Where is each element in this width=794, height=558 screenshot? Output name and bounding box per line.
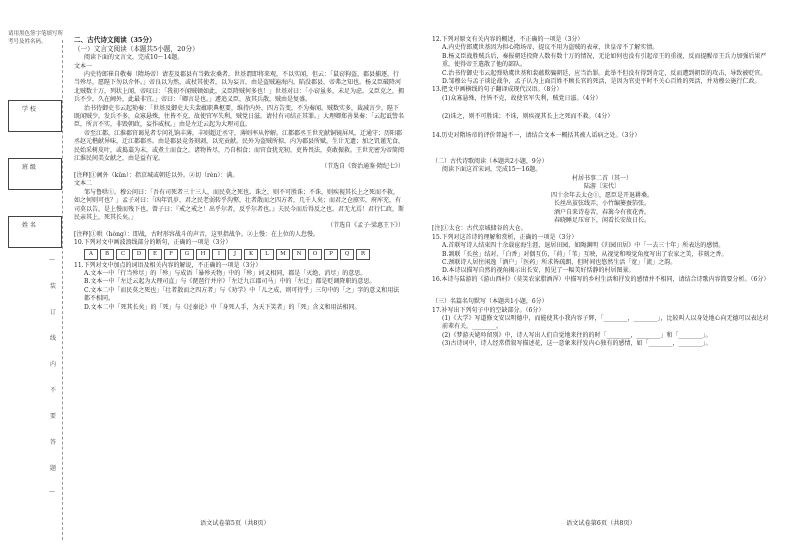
option-d[interactable]: D.邹穆公与孟子谈论战争，孟子认为上面百姓不顾长官的死活，是因为官吏平时不关心百姓的死活，并劝穆公施行仁政。	[442, 78, 761, 86]
translation-item: (1)众寡悬殊，往皆不克，故使官军失利，贼党日滋。（4分）	[442, 94, 602, 102]
answer-space[interactable]	[432, 284, 772, 298]
passage-paragraph: 帝至江都，江淮郡官谒见者专问礼饷丰薄，丰则超迁丞守，薄则率从停解。江都郡丞王世充献铜镜屏风，迁通守；历阳郡丞赵元楷献异味，迁江都郡丞。由是郡县竞务刻剥，以充贡献。民外为盗贼所掠，内为郡县所赋，生计无遗；加之饥谨无食，民始采树皮叶，或捣藁为末，或煮土而食之，诸物皆尽，乃自相食；而官食犹充牣，吏皆畏法，莫敢振救。王世充密为帝简阅江淮民间美女献之，由是益有宠。	[74, 129, 405, 163]
binding-note: 请用黑色签字笔填写所考号及姓名码。	[8, 31, 64, 45]
seal-char: 不	[49, 387, 56, 394]
fill-blank-item[interactable]: (2)《梦游天姥吟留别》中，诗人写出人们自觉地来往的的时「________，________」和「________」。	[442, 331, 712, 339]
seal-char: 线	[49, 335, 56, 342]
letter-option[interactable]: Q	[340, 249, 354, 260]
seal-arrow-up: —	[49, 256, 55, 263]
option-b[interactable]: B.杨义臣战胜贼兵后，奏报朝廷投降人数有数十万的情况，无论如何也没有引起帝王的重视，反而提醒帝王兵力加强后果严重，使得帝王遣散了他的部队。	[442, 52, 767, 69]
class-field[interactable]: 班 级	[8, 158, 62, 190]
section-title: 二、古代诗文阅读（35分）	[74, 36, 156, 44]
poem-note: [注]①太仓：古代京城储谷的大仓。	[432, 225, 527, 233]
page-footer: 语文试卷第5页（共8页）	[200, 520, 270, 527]
school-field[interactable]: 学 校	[8, 100, 62, 132]
question-13: 13.把文中画横线的句子翻译成现代汉语。（8分）	[432, 86, 563, 94]
letter-option[interactable]: F	[164, 249, 178, 260]
letter-option[interactable]: R	[356, 249, 370, 260]
seal-line	[62, 40, 63, 540]
passage-note: [注释]①阃外（kǔn）：指京城或朝廷以外。②切（rèn）：满。	[74, 171, 239, 179]
letter-option[interactable]: G	[180, 249, 194, 260]
binding-strip	[0, 0, 66, 558]
passage-source: （节选自《孟子·梁惠王下》）	[327, 222, 404, 230]
option-b[interactable]: B.文本一中「左迁云起为大理司直」与《琵琶行并序》「左迁九江郡司马」中的「左迁」都是贬调降职的意思。	[84, 278, 376, 286]
subsection-title: （三）名篇名句默写（本题共1小题，6分）	[432, 298, 548, 306]
seal-arrow-down: —	[49, 488, 55, 495]
poem-line: 春晓睡足压帘下，闲看长安故日长。	[553, 216, 650, 224]
text-label: 文本二	[74, 180, 93, 188]
question-16: 16.本诗与陆游的《游山西村》（莫笑农家腊酒浑）中描写的乡村生活和抒发的感情并不相同，请结合诗歌内容简要分析。（6分）	[432, 275, 770, 283]
fill-blank-item[interactable]: (3)古诗词中，诗人经常借叙写描述花，这一意象来抒发内心独有的感情，如「________，________」。	[442, 340, 712, 348]
fill-blank-item[interactable]: (1)《大学》写道修文安以明德中，而能使其小我内容子辉，「________，________」，比较叫人以身处地心向无德可以表达对前辈有关，________。	[442, 314, 769, 331]
translation-item: (2)诛之，则不可胜诛；不诛，则疾视其长上之死而不救。（4分）	[442, 113, 614, 121]
question-10: 10.下列对文中画波浪线部分的断句，正确的一项是（3分）	[74, 239, 232, 247]
passage-source: （节选自《资治通鉴·隋纪七》）	[321, 163, 404, 171]
question-14: 14.历史对隋场帝的评价普遍不一，请结合文本一概括其被人诟病之处。（3分）	[432, 131, 641, 139]
passage-paragraph: 邹与鲁哄①。穆公问曰：「吾有司死者三十三人，而民莫之死也。诛之，则不可胜诛；不诛，则疾视其长上之死而不救，如之何则可也？」孟子对曰：「凶年饥岁，君之民老弱转乎沟壑，壮者散而之四方者，几千人矣；而君之仓廪实，府库充，有司莫以告，是上慢而残下也。曾子曰：『戒之戒之！出乎尔者，反乎尔者也。』夫民今而后得反之也。君无尤焉！君行仁政，斯民亲其上，死其长矣。」	[74, 188, 405, 221]
option-a[interactable]: A.内史侍郎虞世基因为担心隋场帝，提议不用为盗贼的表章，世皇帝不了解实情。	[442, 44, 659, 52]
seal-char: 内	[49, 361, 56, 368]
passage-paragraph: 内史待郎崔自敬奏（隋场帝）请差及郡县有当敕农桑者，世基谓即将来观，不以实闻，但云：「鼠窃狗盗，郡县捕逐，行当殄尽，愿陛下勿以介怀。」帝良以为然，或杖其使者，以为妄言，由是盗贼遍海内，陷没郡县，帝弗之知也。杨义臣破降河北贼数十万，列状上闻，帝叹曰：「我初不闻贼顿如此，义臣降贼何多也！」世基对曰：「小窃虽多，未足为虑。义臣克之，拥兵不少，久在阃外，此最非宜。」帝曰：「卿言是也。」遽追义臣，放其兵散，贼由是复盛。	[74, 71, 405, 104]
letter-option[interactable]: P	[324, 249, 338, 260]
answer-letter-row	[84, 249, 404, 260]
subsection-title: （二）古代诗歌阅读（本题共2小题，9分）	[432, 158, 548, 166]
letter-option[interactable]: E	[148, 249, 162, 260]
letter-option[interactable]: D	[132, 249, 146, 260]
passage-note: [注释]①哄（hòng）：即战，古时形容战斗的声音，这里指战争。②上慢：在上位的人怠慢。	[74, 230, 319, 238]
letter-option[interactable]: K	[244, 249, 258, 260]
seal-char: 订	[49, 309, 56, 316]
letter-option[interactable]: I	[212, 249, 226, 260]
seal-char: 答	[49, 439, 56, 446]
answer-space[interactable]	[432, 122, 772, 132]
letter-option[interactable]: J	[228, 249, 242, 260]
seal-char: 题	[49, 465, 56, 472]
option-c[interactable]: C.文本二中「而民莫之死也」「壮者散而之四方者」与《劝学》中「儿之成，则可待乎」三句中的「之」字的意义和用法都不相同。	[84, 286, 400, 303]
text-label: 文本一	[74, 62, 93, 70]
option-a[interactable]: A.首联写诗人结束四十余载宦海生涯，退居田园，如陶渊明《归园田居》中「一去三十年」所表达的感情。	[442, 242, 725, 250]
question-12: 12.下列对原文有关内容的概述，不正确的一项是（3分）	[432, 36, 584, 43]
option-b[interactable]: B.颔联「长丝」结对、「白香」对偶互仿，「荷」「苇」互映，从视觉和嗅觉角度写出了农家之美，非刻之香。	[442, 250, 728, 258]
letter-option[interactable]: A	[84, 249, 98, 260]
option-d[interactable]: D.文本二中「死其长矣」的「死」与《过秦论》中「身死人手，为天下笑者」的「死」含义和用法相同。	[84, 303, 361, 311]
name-field[interactable]: 姓 名	[8, 216, 62, 248]
question-17: 17.补写出下列句子中的空缺部分。（6分）	[432, 306, 545, 314]
seal-char: 装	[49, 283, 56, 290]
poem-line: 长丝出茧弦线弄，小竹编篓蚕箔张。	[553, 200, 650, 208]
option-d[interactable]: D.本诗以描写自然的视角揭示出长安，照见了一幅美好恬静的村居图景。	[442, 267, 635, 275]
right-column	[432, 36, 772, 349]
subsection-title: （一）文言文阅读（本题共5小题，20分）	[74, 45, 199, 54]
instruction: 阅读下面这首宋词，完成15～16题。	[442, 166, 542, 174]
option-a[interactable]: A.文本一中「行当殄尽」的「殄」与成语「暴殄天物」中的「殄」词义相同，都是「灭绝、消尽」的意思。	[84, 269, 367, 277]
letter-option[interactable]: N	[292, 249, 306, 260]
passage-paragraph: 治书待御史韦云起劾奏：「世基及御史大夫裴蕴职典枢要，维持内外，四方告变，不为奏闻。贼数实多，裁减言少，陛下既闻贼少，发兵不多，众寡悬殊，往皆不克，故使官军失利，贼党日滋。请付有司结正其罪。」大理卿郑善果奏：「云起诋訾名臣，所言不实，非毁朝政，妄作威权。」由是左迁云起为大理司直。	[74, 104, 405, 129]
letter-option[interactable]: M	[276, 249, 290, 260]
letter-option[interactable]: L	[260, 249, 274, 260]
question-11: 11.下列对文中加点的词语及相关内容的解说，不正确的一项是（3分）	[74, 261, 262, 269]
left-column	[74, 36, 404, 312]
letter-option[interactable]: O	[308, 249, 322, 260]
question-15: 15.下列对这首诗的理解和赏析，正确的一项是（3分）	[432, 233, 578, 241]
poem-line: 四十余年去太仓①，愿臣是开退耕桑。	[550, 191, 653, 199]
page-footer: 语文试卷第6页（共8页）	[566, 520, 636, 527]
answer-space[interactable]	[432, 140, 772, 158]
letter-option[interactable]: B	[100, 249, 114, 260]
poem-title: 村居书事二首（其一）	[571, 174, 632, 182]
option-c[interactable]: C.治书侍御史韦云起弹劾虞世基和裴蕴欺骗朝廷，应当治罪。此举不但没有得到肯定，反而遭到朝臣的攻击，导致被贬官。	[442, 69, 767, 77]
poem-author: 陆游〔宋代〕	[583, 183, 620, 191]
answer-space[interactable]	[432, 103, 772, 113]
option-c[interactable]: C.颈联诗人居住闲逸「酒户」「医药」所求皆疏朗，但时间也悠然生活「宽」「流」之韵。	[442, 258, 677, 266]
letter-option[interactable]: H	[196, 249, 210, 260]
letter-option[interactable]: C	[116, 249, 130, 260]
seal-char: 要	[49, 413, 56, 420]
poem-line: 酒户自来诗卷苦，春篱今有夜花香。	[553, 208, 650, 216]
instruction: 阅读下面的文言文，完成10～14题。	[84, 54, 184, 62]
